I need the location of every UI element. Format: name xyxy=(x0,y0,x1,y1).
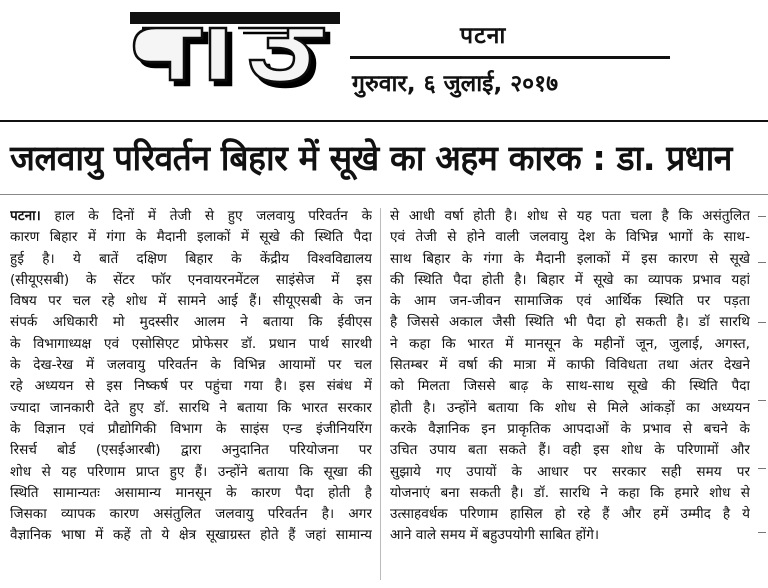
masthead-rule xyxy=(350,56,670,59)
edition-date: गुरुवार, ६ जुलाई, २०१७ xyxy=(352,71,559,97)
article-text-line: पटना। हाल के दिनों में तेजी से हुए जलवायु परिवर्तन के xyxy=(10,208,372,224)
article-text-line: स्थिति सामान्यतः असामान्य मानसून के कारण पैदा होती है xyxy=(10,484,372,501)
article-text-line: करके वैज्ञानिक इन प्राकृतिक आपदाओं के प्रभाव से बचने के xyxy=(390,420,750,437)
article-text-line: को मिलता जिससे बाढ़ के साथ-साथ सूखे की स्थिति पैदा xyxy=(390,378,750,395)
masthead-divider xyxy=(0,120,768,122)
article-text-line: एवं तेजी से होने वाली जलवायु देश के विभिन्न भागों के साथ- xyxy=(390,229,750,246)
article-text-line: होती है। उन्होंने बताया कि शोध से मिले आंकड़ों का अध्ययन xyxy=(390,399,750,416)
article-text-line: की स्थिति पैदा होती है। बिहार में सूखे का व्यापक प्रभाव यहां xyxy=(390,271,750,288)
edge-mark xyxy=(758,468,766,469)
article-text-line: संपर्क अधिकारी मो मुदस्सीर आलम ने बताया कि ईवीएस xyxy=(10,314,372,331)
article-text-line: के विभागाध्यक्ष एवं एसोसिएट प्रोफेसर डॉ. प्रधान पार्थ सारथी xyxy=(10,335,372,352)
article-dateline: पटना। xyxy=(10,208,41,224)
article-text-line: के विज्ञान एवं प्रौद्योगिकी विभाग के साइंस एन्ड इंजीनियरिंग xyxy=(10,420,372,437)
article-text-line: सितम्बर में वर्षा की मात्रा में काफी विविधता तथा अंतर देखने xyxy=(390,357,750,374)
column-divider xyxy=(380,208,381,580)
article-text-line: के देख-रेख में जलवायु परिवर्तन के विभिन्न आयामों पर चल xyxy=(10,357,372,374)
article-text-line: योजनाएं बना सकती है। डॉ. सारथि ने कहा कि हमारे शोध से xyxy=(390,484,750,501)
article-text-line: आने वाले समय में बहुउपयोगी साबित होंगे। xyxy=(390,527,600,544)
article-text-line: के आम जन-जीवन सामाजिक एवं आर्थिक स्थिति पर पड़ता xyxy=(390,293,750,310)
edge-mark xyxy=(758,532,766,533)
article-text-line: विषय पर चल रहे शोध में सामने आई हैं। सीयूएसबी के जन xyxy=(10,293,372,310)
article-text-line: शोध से यह परिणाम प्राप्त हुए हैं। उन्होंने बताया कि सूखा की xyxy=(10,463,372,480)
article-headline: जलवायु परिवर्तन बिहार में सूखे का अहम कारक : डा. प्रधान xyxy=(10,139,732,179)
article-text-line: से आधी वर्षा होती है। शोध से यह पता चला है कि असंतुलित xyxy=(390,208,750,224)
edge-mark xyxy=(758,262,766,263)
article-text-line: ज्यादा जानकारी देते हुए डॉ. सारथि ने बताया कि भारत सरकार xyxy=(10,399,372,416)
article-text-line: उचित उपाय बता सकते हैं। वही इस शोध के परिणामों और xyxy=(390,442,750,459)
edge-mark xyxy=(758,400,766,401)
article-column-right xyxy=(390,206,750,547)
article-text-line: साथ बिहार के गंगा के मैदानी इलाकों में इस कारण से सूखे xyxy=(390,250,750,267)
article-text-line: वैज्ञानिक भाषा में कहें तो ये क्षेत्र सूखाग्रस्त होते हैं जहां सामान्य xyxy=(10,527,372,544)
article-text-line: कारण बिहार में गंगा के मैदानी इलाकों में सूखे की स्थिति पैदा xyxy=(10,229,372,246)
article-text-line: उत्साहवर्धक परिणाम हासिल हो रहे हैं और हमें उम्मीद है ये xyxy=(390,506,750,523)
edition-city: पटना xyxy=(460,23,507,49)
article-text-line: रहे अध्ययन से इस निष्कर्ष पर पहुंचा गया है। इस संबंध में xyxy=(10,378,372,395)
aaj-logo xyxy=(128,6,350,90)
article-column-left xyxy=(10,206,372,547)
masthead xyxy=(0,0,768,120)
article-text-line: सुझाये गए उपायों के आधार पर सरकार सही समय पर xyxy=(390,463,750,480)
edge-mark xyxy=(758,322,766,323)
article-text-line: है जिससे अकाल जैसी स्थिति भी पैदा हो सकती है। डॉ सारथि xyxy=(390,314,750,331)
article-text-line: जिसका व्यापक कारण असंतुलित जलवायु परिवर्तन है। अगर xyxy=(10,506,372,523)
edge-mark xyxy=(758,216,766,217)
headline-divider xyxy=(0,194,768,195)
article-text-line: ने कहा कि भारत में मानसून के महीनों जून, जुलाई, अगस्त, xyxy=(390,335,750,352)
article-text-line: (सीयूएसबी) के सेंटर फॉर एनवायरनमेंटल साइंसेज में इस xyxy=(10,271,372,288)
article-text-line: रिसर्च बोर्ड (एसईआरबी) द्वारा अनुदानित परियोजना पर xyxy=(10,442,372,459)
article-text-line: हुई है। ये बातें दक्षिण बिहार के केंद्रीय विश्वविद्यालय xyxy=(10,250,372,267)
